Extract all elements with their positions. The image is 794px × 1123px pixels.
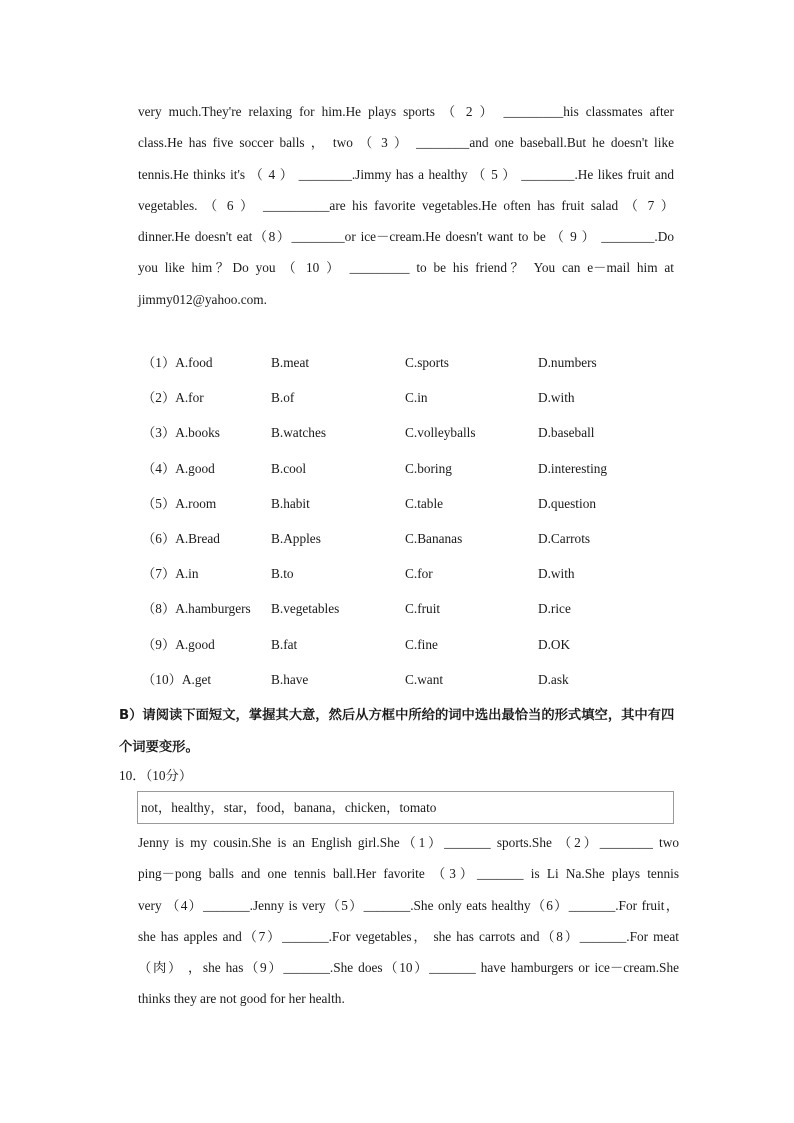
option-c: C.sports [405,355,449,370]
option-c: C.fruit [405,601,441,617]
option-b: B.have [271,671,309,687]
option-b: B.cool [271,460,307,476]
option-a: （9）A.good [142,636,215,652]
option-a: （8）A.hamburgers [142,601,251,617]
option-a: （3）A.books [142,425,220,441]
option-b: B.fat [271,636,298,652]
option-d: D.rice [538,601,571,617]
option-c: C.boring [405,460,452,476]
option-b: B.meat [271,355,310,370]
option-c: C.Bananas [405,530,463,546]
option-a: （10）A.get [142,671,212,687]
option-b: B.habit [271,495,310,511]
passage-a-line: dinner.He doesn't eat（8）________or ice－cream.He doesn't want to be （ 9 ） ________.Do [138,229,674,245]
passage-b-line: very （4）_______.Jenny is very（5）_______.She only eats healthy（6）_______.For fruit， [138,897,679,913]
option-b: B.Apples [271,530,321,546]
option-a: （2）A.for [142,390,204,406]
option-d: D.OK [538,636,571,652]
option-d: D.with [538,566,575,582]
word-box: not，healthy，star，food，banana，chicken，tomato [137,791,674,824]
question-number: 10．（10分） [119,768,193,783]
passage-a-line: vegetables. （ 6 ） __________are his favorite vegetables.He often has fruit salad （ 7 ） [138,197,674,213]
passage-b-line: thinks they are not good for her health. [138,991,345,1007]
option-b: B.vegetables [271,601,340,617]
option-b: B.to [271,566,294,582]
option-b: B.of [271,390,295,406]
option-d: D.with [538,390,575,406]
passage-a-line: very much.They're relaxing for him.He plays sports （ 2 ） _________his classmates after [138,104,674,119]
option-d: D.interesting [538,460,608,476]
passage-a-line: tennis.He thinks it's （ 4 ） ________.Jimmy has a healthy （ 5 ） ________.He likes fruit and [138,166,674,182]
option-c: C.table [405,495,444,511]
passage-b-line: she has apples and（7）_______.For vegetables， she has carrots and（8）_______.For meat [138,928,679,944]
option-d: D.baseball [538,425,595,441]
passage-b [138,827,679,1015]
passage-a-line: class.He has five soccer balls ， two （ 3 ） ________and one baseball.But he doesn't like [138,135,674,151]
option-c: C.in [405,390,428,406]
option-d: D.ask [538,671,569,687]
option-a: （5）A.room [142,495,217,511]
option-d: D.question [538,495,596,511]
passage-a [138,96,674,315]
section-b-instruction: B）请阅读下面短文，掌握其大意，然后从方框中所给的词中选出最恰当的形式填空，其中有四个词要变形。 [119,708,675,755]
passage-a-line: jimmy012@yahoo.com. [138,291,267,307]
option-c: C.want [405,671,444,687]
option-a: （7）A.in [142,566,199,582]
option-c: C.fine [405,636,438,652]
passage-b-line: （肉） ，she has（9）_______.She does（10）_______ have hamburgers or ice－cream.She [138,960,679,976]
option-a: （1）A.food [142,355,213,370]
option-c: C.for [405,566,433,582]
passage-b-line: Jenny is my cousin.She is an English girl.She（1）_______ sports.She （2）________ two [138,835,679,850]
option-a: （4）A.good [142,460,215,476]
passage-b-line: ping－pong balls and one tennis ball.Her favorite （3）_______ is Li Na.She plays tennis [138,866,679,882]
option-d: D.Carrots [538,530,591,546]
option-a: （6）A.Bread [142,530,220,546]
option-b: B.watches [271,425,327,441]
option-c: C.volleyballs [405,425,476,441]
passage-a-line: you like him？Do you （ 10 ） _________ to be his friend？ You can e－mail him at [138,260,674,276]
option-d: D.numbers [538,355,597,370]
